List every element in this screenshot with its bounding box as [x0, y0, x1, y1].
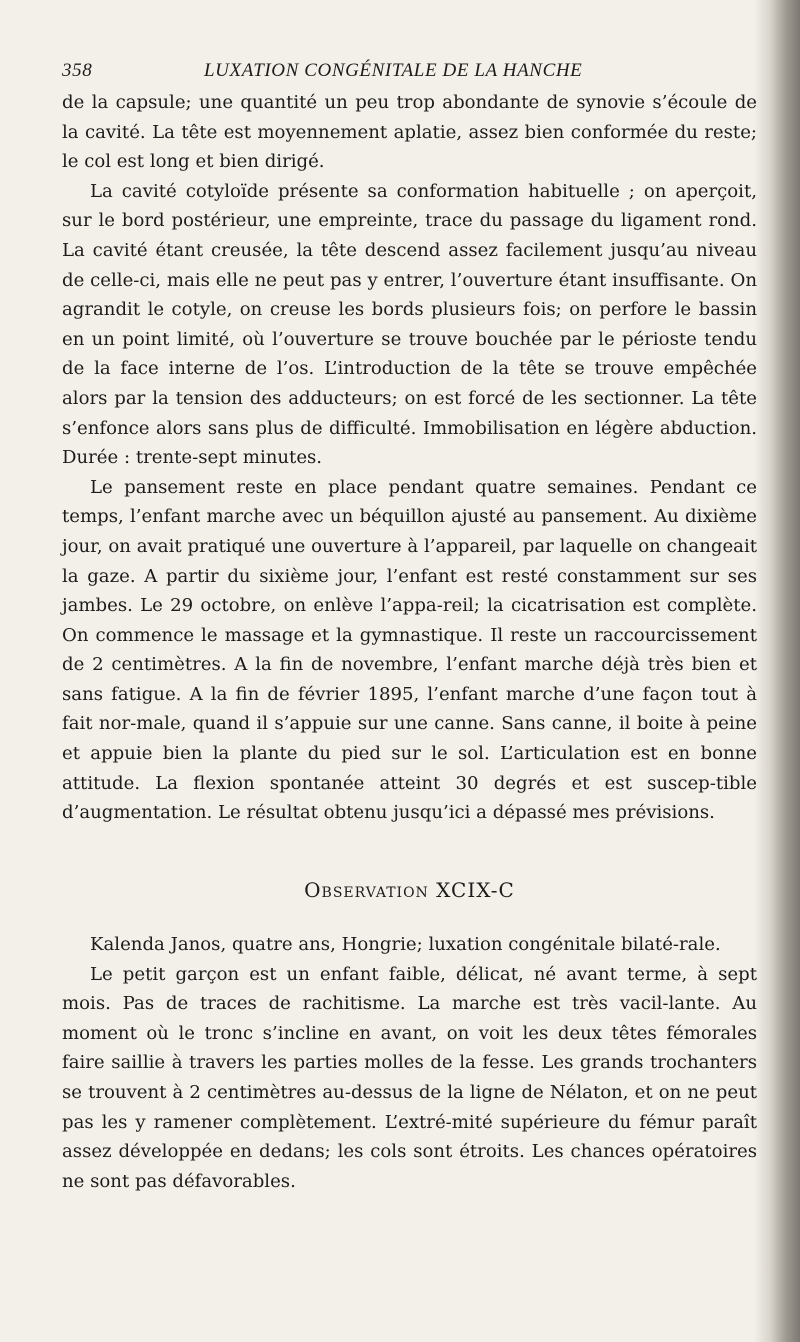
running-head	[62, 60, 757, 90]
paragraph-continuation: de la capsule; une quantité un peu trop abondante de synovie s’écoule de la cavité. La tête est moyennement aplatie, assez bien conformée du reste; le col est long et bien dirigé.	[62, 92, 757, 173]
page-number: 358	[62, 60, 93, 81]
observation-text-block	[62, 930, 757, 1196]
page-edge-shadow	[754, 0, 800, 1342]
paragraph-dressing: Le pansement reste en place pendant quatre semaines. Pendant ce temps, l’enfant marche avec un béquillon ajusté au pansement. Au dixième jour, on avait pratiqué une ouverture à l’appareil, par laquelle on changeait la gaze. A partir du sixième jour, l’enfant est resté constamment sur ses jambes. Le 29 octobre, on enlève l’appa-reil; la cicatrisation est complète. On commence le massage et la gymnastique. Il reste un raccourcissement de 2 centimètres. A la fin de novembre, l’enfant marche déjà très bien et sans fatigue. A la fin de février 1895, l’enfant marche d’une façon tout à fait nor-male, quand il s’appuie sur une canne. Sans canne, il boite à peine et appuie bien la plante du pied sur le sol. L’articulation est en bonne attitude. La flexion spontanée atteint 30 degrés et est suscep-tible d’augmentation. Le résultat obtenu jusqu’ici a dépassé mes prévisions.	[62, 476, 757, 824]
observation-heading: Observation XCIX-C	[304, 878, 515, 902]
observation-description: Le petit garçon est un enfant faible, délicat, né avant terme, à sept mois. Pas de traces de rachitisme. La marche est très vacil-lante. Au moment où le tronc s’incline en avant, on voit les deux têtes fémorales faire saillie à travers les parties molles de la fesse. Les grands trochanters se trouvent à 2 centimètres au-dessus de la ligne de Nélaton, et on ne peut pas les y ramener complètement. L’extré-mité supérieure du fémur paraît assez développée en dedans; les cols sont étroits. Les chances opératoires ne sont pas défavorables.	[62, 963, 757, 1192]
running-title: LUXATION CONGÉNITALE DE LA HANCHE	[204, 60, 583, 81]
main-text-block	[62, 88, 757, 828]
paragraph-cavity: La cavité cotyloïde présente sa conformation habituelle ; on aperçoit, sur le bord postérieur, une empreinte, trace du passage du ligament rond. La cavité étant creusée, la tête descend assez facilement jusqu’au niveau de celle-ci, mais elle ne peut pas y entrer, l’ouverture étant insuffisante. On agrandit le cotyle, on creuse les bords plusieurs fois; on perfore le bassin en un point limité, où l’ouverture se trouve bouchée par le périoste tendu de la face interne de l’os. L’introduction de la tête se trouve empêchée alors par la tension des adducteurs; on est forcé de les sectionner. La tête s’enfonce alors sans plus de difficulté. Immobilisation en légère abduction. Durée : trente-sept minutes.	[62, 180, 757, 469]
observation-patient-line: Kalenda Janos, quatre ans, Hongrie; luxation congénitale bilaté-rale.	[90, 934, 721, 955]
